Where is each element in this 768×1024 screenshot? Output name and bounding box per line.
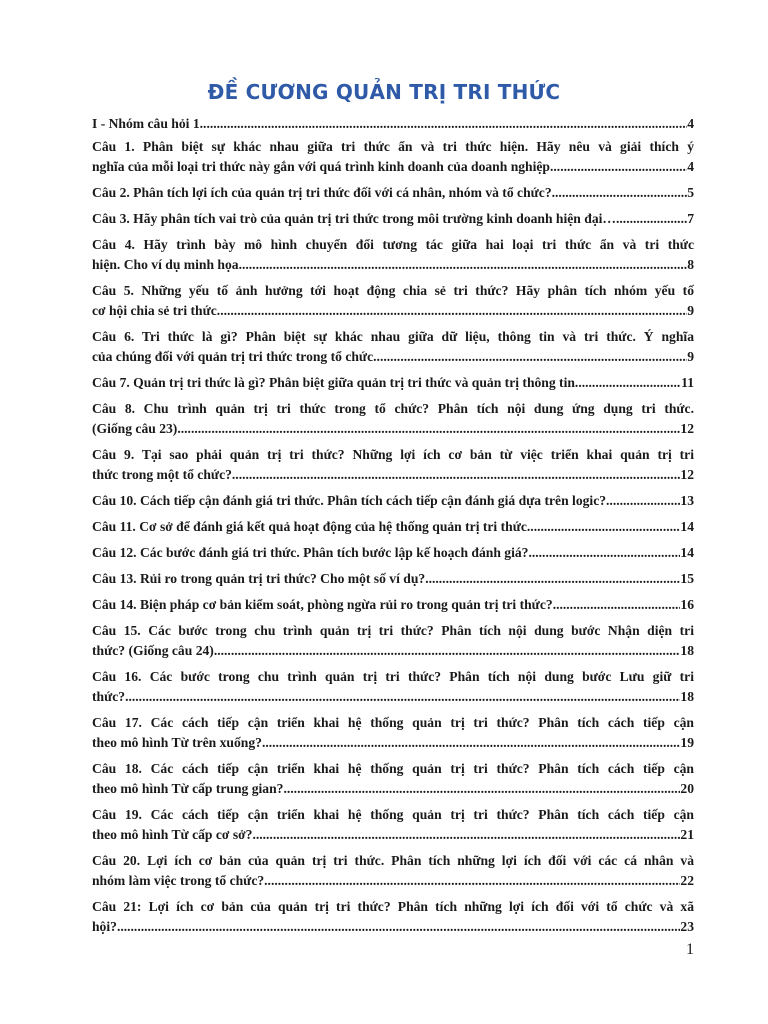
toc-entry-text-line-2: thức trong một tổ chức? <box>92 467 232 482</box>
toc-entry-text-line-1: Câu 16. Các bước trong chu trình quản trị tri thức? Phân tích nội dung bước Lưu giữ tri <box>92 669 694 684</box>
toc-page-number: 8 <box>687 257 694 272</box>
toc-leader <box>575 373 681 393</box>
toc-entry-text-line-1: Câu 15. Các bước trong chu trình quản trị tri thức? Phân tích nội dung bước Nhận diện tri <box>92 623 694 638</box>
toc-entry-text-line-2: nghĩa của mỗi loại tri thức này gắn với quá trình kinh doanh của doanh nghiệp <box>92 159 550 174</box>
toc-entry-text-line-2: của chúng đối với quản trị tri thức trong tổ chức <box>92 349 374 364</box>
toc-entry-text-line-2: hiện. Cho ví dụ minh họa <box>92 257 239 272</box>
toc-entry-text-line-2: cơ hội chia sẻ tri thức <box>92 303 217 318</box>
toc-page-number: 4 <box>687 116 694 131</box>
toc-page-number: 19 <box>680 735 694 750</box>
toc-entry-text-line-1: Câu 17. Các cách tiếp cận triển khai hệ thống quản trị tri thức? Phân tích cách tiếp cận <box>92 715 694 730</box>
toc-entry-text-line-1: Câu 6. Tri thức là gì? Phân biệt sự khác nhau giữa dữ liệu, thông tin và tri thức. Ý nghĩa <box>92 329 694 344</box>
toc-entry-q21[interactable] <box>92 897 694 937</box>
toc-leader <box>550 157 687 177</box>
toc-entry-text-line-2: theo mô hình Từ cấp trung gian? <box>92 781 284 796</box>
toc-entry-text-line-2: theo mô hình Từ cấp cơ sở? <box>92 827 253 842</box>
toc-entry-text: I - Nhóm câu hỏi 1 <box>92 116 200 131</box>
toc-leader <box>239 255 688 275</box>
toc-entry-text-line-2: nhóm làm việc trong tổ chức? <box>92 873 265 888</box>
toc-page-number: 16 <box>680 597 694 612</box>
toc-page-number: 5 <box>687 185 694 200</box>
toc-entry-q7[interactable] <box>92 373 694 393</box>
toc-leader <box>616 209 687 229</box>
toc-leader <box>262 733 680 753</box>
toc-entry-q12[interactable] <box>92 543 694 563</box>
toc-entry-text-line-2: thức? <box>92 689 126 704</box>
toc-page-number: 22 <box>680 873 694 888</box>
toc-entry-q6[interactable] <box>92 327 694 367</box>
toc-leader <box>217 301 687 321</box>
toc-entry-text-line-1: Câu 4. Hãy trình bày mô hình chuyển đổi tương tác giữa hai loại tri thức ẩn và tri thức <box>92 237 694 252</box>
toc-entry-q14[interactable] <box>92 595 694 615</box>
toc-entry-q5[interactable] <box>92 281 694 321</box>
toc-page-number: 15 <box>680 571 694 586</box>
toc-entry-text: Câu 2. Phân tích lợi ích của quản trị tri thức đối với cá nhân, nhóm và tổ chức? <box>92 185 552 200</box>
toc-entry-text-line-2: hội? <box>92 919 117 934</box>
toc-page-number: 21 <box>680 827 694 842</box>
toc-entry-q19[interactable] <box>92 805 694 845</box>
toc-page-number: 23 <box>680 919 694 934</box>
toc-entry-text: Câu 7. Quản trị tri thức là gì? Phân biệt giữa quản trị tri thức và quản trị thông tin <box>92 375 575 390</box>
toc-leader <box>117 917 680 937</box>
toc-entry-text-line-1: Câu 9. Tại sao phải quản trị tri thức? Những lợi ích cơ bản từ việc triển khai quản trị tri <box>92 447 694 462</box>
toc-entry-text-line-1: Câu 5. Những yếu tố ảnh hưởng tới hoạt động chia sẻ tri thức? Hãy phân tích nhóm yếu tố <box>92 283 694 298</box>
toc-entry-q4[interactable] <box>92 235 694 275</box>
toc-page-number: 18 <box>680 689 694 704</box>
toc-page-number: 12 <box>680 421 694 436</box>
footer-page-number: 1 <box>686 941 694 958</box>
toc-entry-q17[interactable] <box>92 713 694 753</box>
toc-entry-q11[interactable] <box>92 517 694 537</box>
toc-entry-text: Câu 3. Hãy phân tích vai trò của quản trị tri thức trong môi trường kinh doanh hiện đại… <box>92 211 616 226</box>
toc-page-number: 4 <box>687 159 694 174</box>
toc-entry-text-line-1: Câu 19. Các cách tiếp cận triển khai hệ thống quản trị tri thức? Phân tích cách tiếp cận <box>92 807 694 822</box>
toc-entry-q20[interactable] <box>92 851 694 891</box>
toc-entry-group-1[interactable] <box>92 114 694 134</box>
toc-entry-text-line-2: thức? (Giống câu 24) <box>92 643 214 658</box>
toc-entry-q8[interactable] <box>92 399 694 439</box>
toc-entry-q10[interactable] <box>92 491 694 511</box>
toc-leader <box>232 465 681 485</box>
toc-entry-q16[interactable] <box>92 667 694 707</box>
toc-leader <box>125 687 680 707</box>
toc-page-number: 14 <box>680 519 694 534</box>
toc-entry-text: Câu 12. Các bước đánh giá tri thức. Phân tích bước lập kế hoạch đánh giá? <box>92 545 529 560</box>
toc-leader <box>527 517 681 537</box>
toc-leader <box>528 543 680 563</box>
toc-entry-q15[interactable] <box>92 621 694 661</box>
toc-page-number: 7 <box>687 211 694 226</box>
toc-entry-q2[interactable] <box>92 183 694 203</box>
table-of-contents <box>92 114 694 943</box>
toc-page-number: 13 <box>680 493 694 508</box>
toc-entry-text-line-1: Câu 20. Lợi ích cơ bản của quản trị tri thức. Phân tích những lợi ích đối với các cá nhân và <box>92 853 694 868</box>
toc-page-number: 9 <box>687 349 694 364</box>
toc-entry-text: Câu 11. Cơ sở để đánh giá kết quả hoạt động của hệ thống quản trị tri thức <box>92 519 527 534</box>
toc-entry-text-line-1: Câu 8. Chu trình quản trị tri thức trong tổ chức? Phân tích nội dung ứng dụng tri thức. <box>92 401 694 416</box>
toc-entry-text: Câu 13. Rủi ro trong quản trị tri thức? Cho một số ví dụ? <box>92 571 426 586</box>
toc-entry-text: Câu 14. Biện pháp cơ bản kiểm soát, phòng ngừa rủi ro trong quản trị tri thức? <box>92 597 553 612</box>
toc-entry-text-line-1: Câu 18. Các cách tiếp cận triển khai hệ thống quản trị tri thức? Phân tích cách tiếp cận <box>92 761 694 776</box>
toc-leader <box>214 641 681 661</box>
toc-page-number: 18 <box>680 643 694 658</box>
toc-page-number: 12 <box>680 467 694 482</box>
toc-leader <box>264 871 680 891</box>
toc-leader <box>425 569 680 589</box>
toc-entry-q13[interactable] <box>92 569 694 589</box>
toc-page-number: 20 <box>680 781 694 796</box>
toc-leader <box>177 419 680 439</box>
toc-leader <box>552 183 688 203</box>
toc-entry-q3[interactable] <box>92 209 694 229</box>
toc-entry-q1[interactable] <box>92 137 694 177</box>
toc-entry-text: Câu 10. Cách tiếp cận đánh giá tri thức. Phân tích cách tiếp cận đánh giá dựa trên logic? <box>92 493 607 508</box>
toc-leader <box>553 595 681 615</box>
toc-leader <box>200 114 688 134</box>
toc-entry-q18[interactable] <box>92 759 694 799</box>
toc-entry-text-line-1: Câu 21: Lợi ích cơ bản của quản trị tri thức? Phân tích những lợi ích đối với tổ chức và xã <box>92 899 694 914</box>
toc-page-number: 11 <box>681 375 694 390</box>
toc-leader <box>283 779 680 799</box>
document-title: ĐỀ CƯƠNG QUẢN TRỊ TRI THỨC <box>207 80 561 104</box>
toc-leader <box>606 491 680 511</box>
toc-entry-text-line-2: theo mô hình Từ trên xuống? <box>92 735 262 750</box>
toc-entry-text-line-2: (Giống câu 23) <box>92 421 178 436</box>
toc-entry-q9[interactable] <box>92 445 694 485</box>
toc-page-number: 9 <box>687 303 694 318</box>
toc-entry-text-line-1: Câu 1. Phân biệt sự khác nhau giữa tri thức ẩn và tri thức hiện. Hãy nêu và giải thích ý <box>92 139 694 154</box>
toc-leader <box>252 825 680 845</box>
toc-leader <box>373 347 687 367</box>
toc-page-number: 14 <box>680 545 694 560</box>
